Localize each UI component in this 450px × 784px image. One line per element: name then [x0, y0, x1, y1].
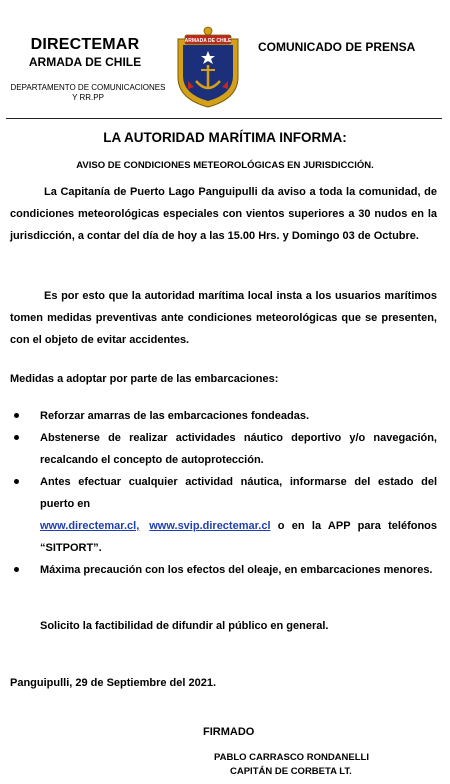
measures-heading: Medidas a adoptar por parte de las embarcaciones:: [10, 373, 279, 385]
signer-rank: CAPITÁN DE CORBETA LT.: [230, 766, 352, 777]
svip-directemar-link[interactable]: www.svip.directemar.cl: [149, 520, 271, 532]
signed-label: FIRMADO: [203, 726, 255, 738]
bullet-icon: [14, 567, 19, 572]
org-subtitle: ARMADA DE CHILE: [28, 55, 142, 69]
bullet-icon: [14, 413, 19, 418]
directemar-link[interactable]: www.directemar.cl,: [40, 520, 140, 532]
list-item-text: Reforzar amarras de las embarcaciones fondeadas.: [40, 410, 310, 422]
signer-name: PABLO CARRASCO RONDANELLI: [214, 752, 369, 763]
list-item: [10, 405, 437, 427]
measures-list: [10, 405, 437, 581]
paragraph-warning: La Capitanía de Puerto Lago Panguipulli da aviso a toda la comunidad, de condiciones meteorológicas especiales con vientos superiores a 30 nudos en la jurisdicción, a contar del día de hoy a las 15.00 Hrs. y Domingo 03 de Octubre.: [10, 186, 437, 242]
dissemination-request: Solicito la factibilidad de difundir al público en general.: [40, 620, 329, 632]
paragraph-preventive: Es por esto que la autoridad marítima local insta a los usuarios marítimos tomen medidas preventivas ante condiciones meteorológicas que se presenten, con el objeto de evitar accidentes.: [10, 290, 437, 346]
header-divider: [6, 118, 442, 119]
list-item: [10, 471, 437, 559]
bullet-icon: [14, 435, 19, 440]
list-item-text: Abstenerse de realizar actividades náutico deportivo y/o navegación, recalcando el concepto de autoprotección.: [40, 432, 437, 466]
list-item-tail: o en la APP para teléfonos “SITPORT”.: [40, 520, 438, 554]
list-item: [10, 427, 437, 471]
bullet-icon: [14, 479, 19, 484]
armada-de-chile-logo: [176, 25, 240, 109]
list-item-text: Antes efectuar cualquier actividad náutica, informarse del estado del puerto en: [40, 476, 437, 510]
department-label: [8, 83, 168, 103]
press-release-label: COMUNICADO DE PRENSA: [258, 40, 416, 54]
list-item-text: Máxima precaución con los efectos del oleaje, en embarcaciones menores.: [40, 564, 433, 576]
dateline: Panguipulli, 29 de Septiembre del 2021.: [10, 677, 217, 689]
department-line-1: DEPARTAMENTO DE COMUNICACIONES: [10, 83, 166, 92]
logo-banner-text: ARMADA DE CHILE: [184, 37, 232, 44]
notice-subtitle: AVISO DE CONDICIONES METEOROLÓGICAS EN JURISDICCIÓN.: [76, 160, 374, 171]
list-item: [10, 559, 437, 581]
department-line-2: Y RR.PP: [72, 93, 104, 102]
notice-title: LA AUTORIDAD MARÍTIMA INFORMA:: [103, 130, 347, 145]
org-name: DIRECTEMAR: [30, 36, 140, 53]
